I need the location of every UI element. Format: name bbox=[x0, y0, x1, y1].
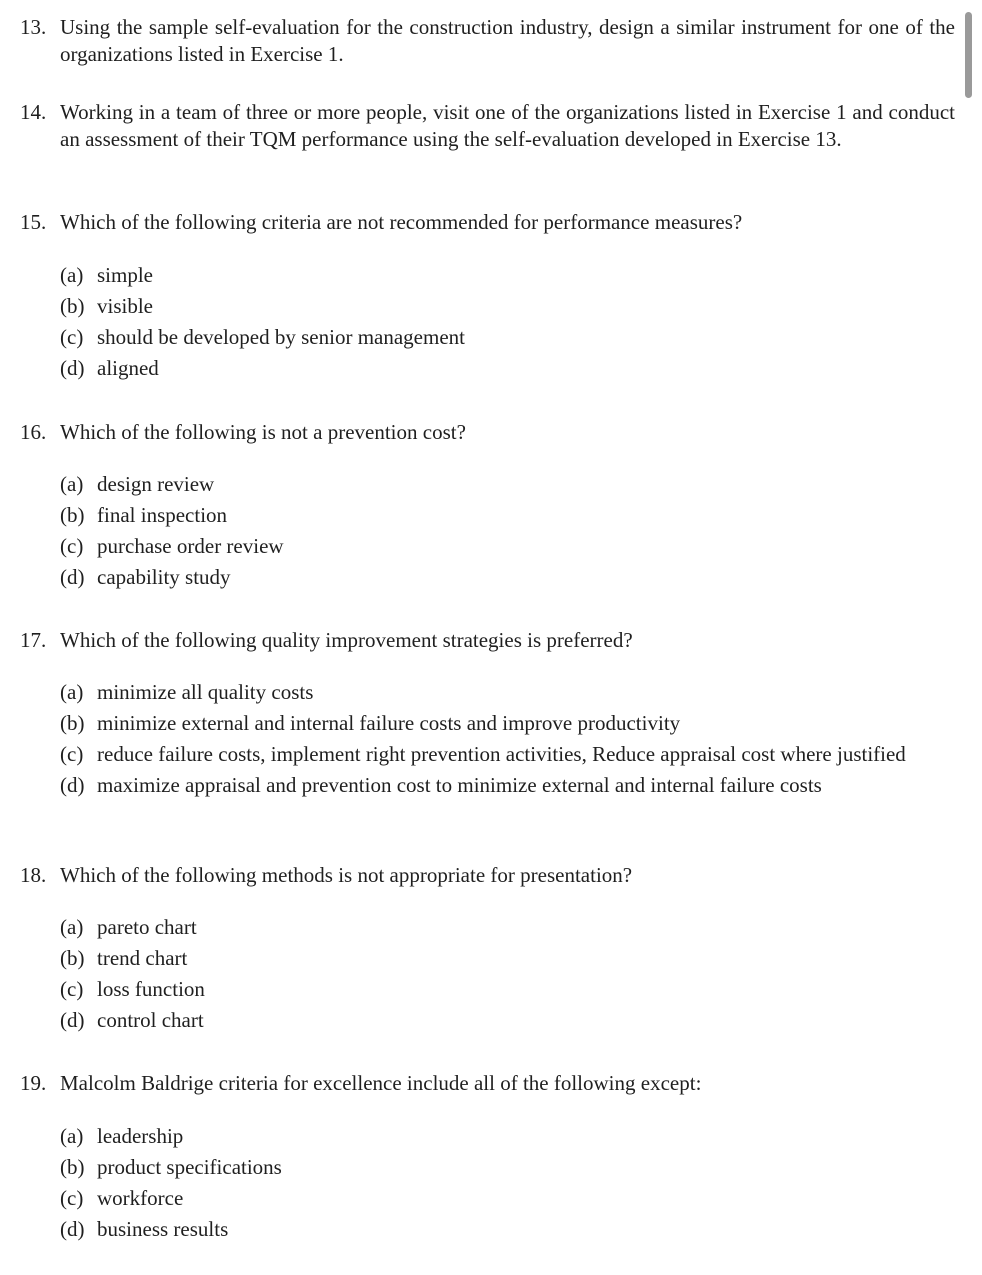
option-item bbox=[60, 471, 955, 498]
option-item bbox=[60, 976, 955, 1003]
option-text: reduce failure costs, implement right prevention activities, Reduce appraisal cost where justified bbox=[97, 742, 906, 766]
option-label: (c) bbox=[60, 1186, 84, 1210]
option-item bbox=[60, 679, 955, 706]
option-text: final inspection bbox=[97, 503, 228, 527]
option-text: simple bbox=[97, 263, 153, 287]
option-text: purchase order review bbox=[97, 534, 284, 558]
option-item bbox=[60, 355, 955, 382]
option-item bbox=[60, 710, 955, 737]
option-label: (d) bbox=[60, 356, 85, 380]
option-text: minimize all quality costs bbox=[97, 680, 314, 704]
question-17 bbox=[20, 627, 955, 654]
options-list-17 bbox=[60, 679, 955, 803]
option-text: loss function bbox=[97, 977, 205, 1001]
question-text: Which of the following quality improvement strategies is preferred? bbox=[60, 628, 633, 652]
options-list-18 bbox=[60, 914, 955, 1038]
question-13 bbox=[20, 14, 955, 67]
question-19 bbox=[20, 1070, 955, 1097]
options-list-15 bbox=[60, 262, 955, 386]
option-label: (c) bbox=[60, 534, 84, 558]
option-text: leadership bbox=[97, 1124, 184, 1148]
question-18 bbox=[20, 862, 955, 889]
question-number: 18. bbox=[20, 863, 47, 887]
option-text: capability study bbox=[97, 565, 231, 589]
question-number: 16. bbox=[20, 420, 47, 444]
option-text: aligned bbox=[97, 356, 159, 380]
option-text: pareto chart bbox=[97, 915, 197, 939]
option-text: business results bbox=[97, 1217, 229, 1241]
option-text: design review bbox=[97, 472, 215, 496]
option-label: (d) bbox=[60, 773, 85, 797]
option-text: control chart bbox=[97, 1008, 204, 1032]
option-text: product specifications bbox=[97, 1155, 282, 1179]
question-number: 15. bbox=[20, 210, 47, 234]
options-list-16 bbox=[60, 471, 955, 595]
question-text: Using the sample self-evaluation for the construction industry, design a similar instrument for one of the organizations listed in Exercise 1. bbox=[60, 15, 955, 66]
option-label: (b) bbox=[60, 503, 85, 527]
option-text: visible bbox=[97, 294, 153, 318]
option-label: (c) bbox=[60, 977, 84, 1001]
option-text: minimize external and internal failure costs and improve productivity bbox=[97, 711, 681, 735]
option-text: maximize appraisal and prevention cost to minimize external and internal failure costs bbox=[97, 773, 822, 797]
question-number: 19. bbox=[20, 1071, 47, 1095]
question-15 bbox=[20, 209, 955, 236]
option-label: (a) bbox=[60, 263, 84, 287]
option-item bbox=[60, 564, 955, 591]
option-text: trend chart bbox=[97, 946, 188, 970]
option-item bbox=[60, 1154, 955, 1181]
option-item bbox=[60, 914, 955, 941]
option-label: (a) bbox=[60, 680, 84, 704]
question-number: 14. bbox=[20, 100, 47, 124]
option-item bbox=[60, 262, 955, 289]
options-list-19 bbox=[60, 1123, 955, 1247]
question-number: 17. bbox=[20, 628, 47, 652]
question-14 bbox=[20, 99, 955, 152]
option-item bbox=[60, 1216, 955, 1243]
option-label: (c) bbox=[60, 325, 84, 349]
question-number: 13. bbox=[20, 15, 47, 39]
question-text: Malcolm Baldrige criteria for excellence include all of the following except: bbox=[60, 1071, 702, 1095]
option-text: should be developed by senior management bbox=[97, 325, 465, 349]
question-text: Which of the following methods is not appropriate for presentation? bbox=[60, 863, 633, 887]
question-16 bbox=[20, 419, 955, 446]
option-label: (b) bbox=[60, 294, 85, 318]
option-label: (d) bbox=[60, 1217, 85, 1241]
option-label: (b) bbox=[60, 711, 85, 735]
option-label: (d) bbox=[60, 1008, 85, 1032]
option-label: (a) bbox=[60, 472, 84, 496]
option-item bbox=[60, 1123, 955, 1150]
option-label: (d) bbox=[60, 565, 85, 589]
option-label: (c) bbox=[60, 742, 84, 766]
option-text: workforce bbox=[97, 1186, 184, 1210]
option-item bbox=[60, 502, 955, 529]
option-item bbox=[60, 741, 955, 768]
option-item bbox=[60, 533, 955, 560]
option-item bbox=[60, 1007, 955, 1034]
option-label: (b) bbox=[60, 946, 85, 970]
option-label: (a) bbox=[60, 1124, 84, 1148]
option-item bbox=[60, 324, 955, 351]
question-text: Working in a team of three or more people, visit one of the organizations listed in Exercise 1 and conduct an assessment of their TQM performance using the self-evaluation developed in Exercise 13. bbox=[60, 100, 955, 151]
question-text: Which of the following criteria are not recommended for performance measures? bbox=[60, 210, 743, 234]
option-item bbox=[60, 1185, 955, 1212]
option-label: (a) bbox=[60, 915, 84, 939]
option-item bbox=[60, 293, 955, 320]
option-label: (b) bbox=[60, 1155, 85, 1179]
question-text: Which of the following is not a prevention cost? bbox=[60, 420, 466, 444]
option-item bbox=[60, 945, 955, 972]
option-item bbox=[60, 772, 955, 799]
vertical-scrollbar[interactable] bbox=[965, 12, 972, 98]
